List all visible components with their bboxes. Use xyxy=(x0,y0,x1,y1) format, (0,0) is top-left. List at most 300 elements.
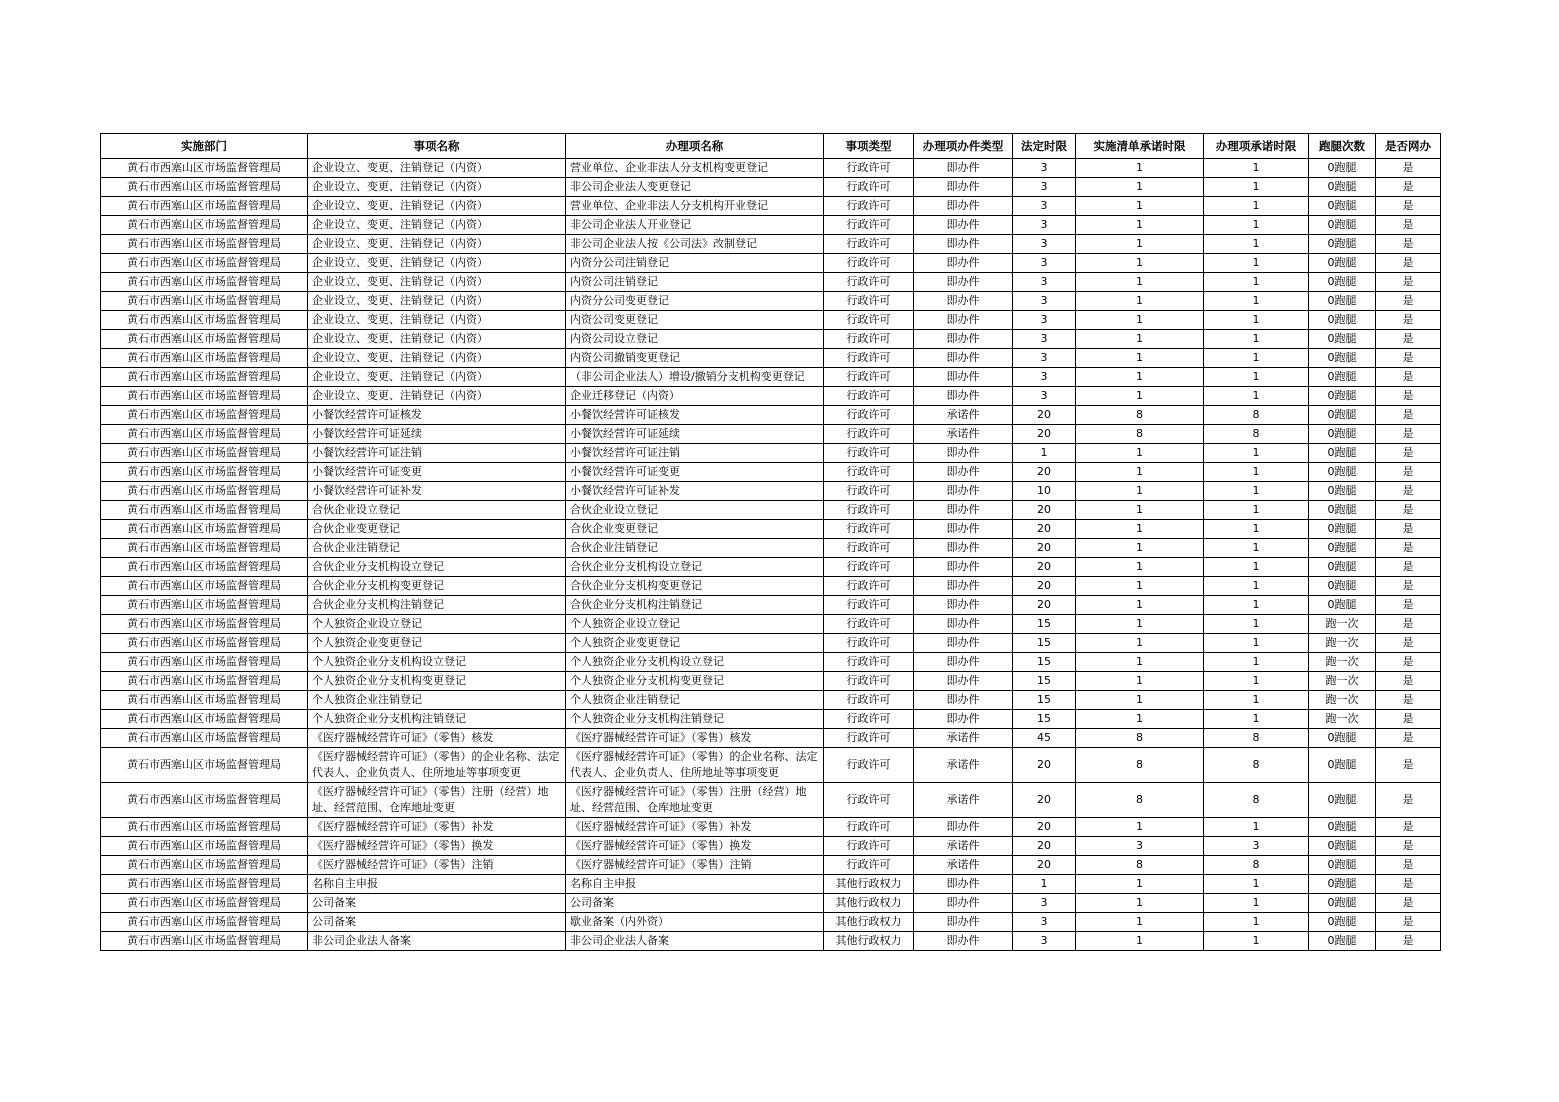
cell-item-promise-limit: 1 xyxy=(1204,818,1309,837)
cell-item-promise-limit: 1 xyxy=(1204,672,1309,691)
cell-handling-item-name: 小餐饮经营许可证延续 xyxy=(566,425,824,444)
cell-list-promise-limit: 1 xyxy=(1076,894,1204,913)
cell-item-name: 个人独资企业设立登记 xyxy=(308,615,566,634)
cell-item-promise-limit: 1 xyxy=(1204,653,1309,672)
cell-handling-item-name: 名称自主申报 xyxy=(566,875,824,894)
cell-legal-limit: 20 xyxy=(1013,558,1076,577)
cell-legal-limit: 3 xyxy=(1013,368,1076,387)
cell-item-type: 行政许可 xyxy=(824,311,914,330)
cell-list-promise-limit: 1 xyxy=(1076,818,1204,837)
cell-handling-item-name: 《医疗器械经营许可证》（零售）注册（经营）地址、经营范围、仓库地址变更 xyxy=(566,783,824,818)
cell-item-promise-limit: 8 xyxy=(1204,425,1309,444)
table-row xyxy=(101,894,1441,913)
cell-handling-item-name: 合伙企业分支机构变更登记 xyxy=(566,577,824,596)
table-row xyxy=(101,615,1441,634)
cell-item-promise-limit: 8 xyxy=(1204,783,1309,818)
cell-item-type: 行政许可 xyxy=(824,330,914,349)
table-row xyxy=(101,558,1441,577)
cell-item-name: 公司备案 xyxy=(308,894,566,913)
table-row xyxy=(101,539,1441,558)
table-header xyxy=(101,134,1441,159)
cell-item-promise-limit: 1 xyxy=(1204,932,1309,951)
cell-handling-type: 承诺件 xyxy=(914,748,1013,783)
cell-item-promise-limit: 1 xyxy=(1204,387,1309,406)
cell-dept: 黄石市西塞山区市场监督管理局 xyxy=(101,615,308,634)
cell-legal-limit: 3 xyxy=(1013,932,1076,951)
cell-online: 是 xyxy=(1376,330,1441,349)
cell-trips: 0跑腿 xyxy=(1309,444,1376,463)
cell-list-promise-limit: 1 xyxy=(1076,216,1204,235)
cell-trips: 0跑腿 xyxy=(1309,729,1376,748)
cell-handling-type: 即办件 xyxy=(914,482,1013,501)
cell-item-type: 行政许可 xyxy=(824,596,914,615)
header-row xyxy=(101,134,1441,159)
cell-trips: 0跑腿 xyxy=(1309,330,1376,349)
cell-trips: 0跑腿 xyxy=(1309,216,1376,235)
cell-item-name: 企业设立、变更、注销登记（内资） xyxy=(308,311,566,330)
cell-trips: 0跑腿 xyxy=(1309,894,1376,913)
cell-legal-limit: 20 xyxy=(1013,425,1076,444)
cell-legal-limit: 3 xyxy=(1013,159,1076,178)
cell-legal-limit: 45 xyxy=(1013,729,1076,748)
cell-handling-type: 即办件 xyxy=(914,596,1013,615)
cell-online: 是 xyxy=(1376,691,1441,710)
cell-trips: 0跑腿 xyxy=(1309,783,1376,818)
cell-dept: 黄石市西塞山区市场监督管理局 xyxy=(101,482,308,501)
cell-handling-type: 承诺件 xyxy=(914,837,1013,856)
table-row xyxy=(101,783,1441,818)
cell-item-promise-limit: 1 xyxy=(1204,254,1309,273)
cell-handling-type: 即办件 xyxy=(914,444,1013,463)
cell-item-type: 行政许可 xyxy=(824,653,914,672)
cell-handling-type: 即办件 xyxy=(914,501,1013,520)
table-row xyxy=(101,837,1441,856)
cell-list-promise-limit: 1 xyxy=(1076,178,1204,197)
cell-handling-type: 即办件 xyxy=(914,894,1013,913)
cell-item-type: 行政许可 xyxy=(824,691,914,710)
cell-item-name: 小餐饮经营许可证补发 xyxy=(308,482,566,501)
cell-handling-item-name: 个人独资企业分支机构变更登记 xyxy=(566,672,824,691)
cell-item-type: 行政许可 xyxy=(824,818,914,837)
cell-item-name: 企业设立、变更、注销登记（内资） xyxy=(308,387,566,406)
cell-item-type: 行政许可 xyxy=(824,837,914,856)
cell-item-name: 合伙企业设立登记 xyxy=(308,501,566,520)
cell-dept: 黄石市西塞山区市场监督管理局 xyxy=(101,783,308,818)
cell-handling-type: 即办件 xyxy=(914,653,1013,672)
cell-dept: 黄石市西塞山区市场监督管理局 xyxy=(101,178,308,197)
table-row xyxy=(101,710,1441,729)
cell-dept: 黄石市西塞山区市场监督管理局 xyxy=(101,596,308,615)
cell-list-promise-limit: 1 xyxy=(1076,159,1204,178)
cell-handling-item-name: 企业迁移登记（内资） xyxy=(566,387,824,406)
cell-online: 是 xyxy=(1376,932,1441,951)
cell-item-type: 行政许可 xyxy=(824,235,914,254)
cell-item-type: 行政许可 xyxy=(824,710,914,729)
cell-item-name: 小餐饮经营许可证延续 xyxy=(308,425,566,444)
cell-trips: 0跑腿 xyxy=(1309,235,1376,254)
cell-item-name: 企业设立、变更、注销登记（内资） xyxy=(308,292,566,311)
table-row xyxy=(101,875,1441,894)
cell-list-promise-limit: 1 xyxy=(1076,463,1204,482)
table-row xyxy=(101,197,1441,216)
cell-legal-limit: 10 xyxy=(1013,482,1076,501)
cell-item-type: 行政许可 xyxy=(824,159,914,178)
cell-handling-item-name: 内资分公司变更登记 xyxy=(566,292,824,311)
cell-list-promise-limit: 8 xyxy=(1076,856,1204,875)
table-row xyxy=(101,501,1441,520)
cell-item-promise-limit: 1 xyxy=(1204,463,1309,482)
cell-dept: 黄石市西塞山区市场监督管理局 xyxy=(101,837,308,856)
cell-item-name: 公司备案 xyxy=(308,913,566,932)
cell-dept: 黄石市西塞山区市场监督管理局 xyxy=(101,748,308,783)
cell-list-promise-limit: 8 xyxy=(1076,406,1204,425)
cell-dept: 黄石市西塞山区市场监督管理局 xyxy=(101,558,308,577)
cell-handling-type: 即办件 xyxy=(914,558,1013,577)
cell-list-promise-limit: 1 xyxy=(1076,387,1204,406)
cell-legal-limit: 3 xyxy=(1013,311,1076,330)
table-row xyxy=(101,292,1441,311)
cell-item-promise-limit: 1 xyxy=(1204,330,1309,349)
cell-trips: 0跑腿 xyxy=(1309,818,1376,837)
cell-handling-type: 即办件 xyxy=(914,691,1013,710)
column-header-item-promise-limit: 办理项承诺时限 xyxy=(1204,134,1309,159)
cell-handling-type: 即办件 xyxy=(914,292,1013,311)
cell-trips: 0跑腿 xyxy=(1309,482,1376,501)
table-row xyxy=(101,856,1441,875)
cell-online: 是 xyxy=(1376,748,1441,783)
cell-list-promise-limit: 1 xyxy=(1076,672,1204,691)
cell-trips: 跑一次 xyxy=(1309,634,1376,653)
cell-item-name: 《医疗器械经营许可证》（零售）的企业名称、法定代表人、企业负责人、住所地址等事项变更 xyxy=(308,748,566,783)
cell-item-name: 合伙企业注销登记 xyxy=(308,539,566,558)
table-row xyxy=(101,311,1441,330)
cell-item-promise-limit: 1 xyxy=(1204,501,1309,520)
cell-item-type: 其他行政权力 xyxy=(824,913,914,932)
cell-item-promise-limit: 1 xyxy=(1204,691,1309,710)
cell-online: 是 xyxy=(1376,406,1441,425)
cell-list-promise-limit: 1 xyxy=(1076,254,1204,273)
table-row xyxy=(101,425,1441,444)
table-row xyxy=(101,349,1441,368)
cell-item-name: 《医疗器械经营许可证》（零售）核发 xyxy=(308,729,566,748)
cell-trips: 0跑腿 xyxy=(1309,596,1376,615)
cell-handling-type: 即办件 xyxy=(914,235,1013,254)
cell-online: 是 xyxy=(1376,710,1441,729)
cell-online: 是 xyxy=(1376,672,1441,691)
cell-handling-type: 即办件 xyxy=(914,818,1013,837)
cell-dept: 黄石市西塞山区市场监督管理局 xyxy=(101,254,308,273)
cell-list-promise-limit: 1 xyxy=(1076,482,1204,501)
cell-online: 是 xyxy=(1376,520,1441,539)
cell-trips: 0跑腿 xyxy=(1309,837,1376,856)
cell-handling-item-name: 合伙企业分支机构注销登记 xyxy=(566,596,824,615)
cell-item-type: 行政许可 xyxy=(824,634,914,653)
cell-trips: 0跑腿 xyxy=(1309,539,1376,558)
cell-list-promise-limit: 1 xyxy=(1076,653,1204,672)
table-row xyxy=(101,482,1441,501)
cell-list-promise-limit: 1 xyxy=(1076,596,1204,615)
table-row xyxy=(101,577,1441,596)
cell-handling-item-name: 非公司企业法人备案 xyxy=(566,932,824,951)
cell-handling-type: 即办件 xyxy=(914,615,1013,634)
cell-legal-limit: 20 xyxy=(1013,577,1076,596)
cell-item-type: 行政许可 xyxy=(824,406,914,425)
cell-list-promise-limit: 1 xyxy=(1076,349,1204,368)
cell-handling-item-name: 个人独资企业变更登记 xyxy=(566,634,824,653)
cell-item-promise-limit: 1 xyxy=(1204,894,1309,913)
cell-item-type: 行政许可 xyxy=(824,615,914,634)
cell-dept: 黄石市西塞山区市场监督管理局 xyxy=(101,273,308,292)
cell-item-type: 行政许可 xyxy=(824,783,914,818)
cell-trips: 0跑腿 xyxy=(1309,292,1376,311)
cell-trips: 0跑腿 xyxy=(1309,558,1376,577)
cell-item-promise-limit: 1 xyxy=(1204,178,1309,197)
cell-handling-item-name: 个人独资企业分支机构设立登记 xyxy=(566,653,824,672)
column-header-handling-item-name: 办理项名称 xyxy=(566,134,824,159)
cell-item-type: 行政许可 xyxy=(824,178,914,197)
cell-item-type: 行政许可 xyxy=(824,444,914,463)
cell-handling-item-name: 小餐饮经营许可证补发 xyxy=(566,482,824,501)
cell-item-type: 行政许可 xyxy=(824,425,914,444)
cell-online: 是 xyxy=(1376,596,1441,615)
cell-online: 是 xyxy=(1376,368,1441,387)
cell-dept: 黄石市西塞山区市场监督管理局 xyxy=(101,292,308,311)
table-row xyxy=(101,691,1441,710)
cell-handling-type: 即办件 xyxy=(914,710,1013,729)
table-row xyxy=(101,254,1441,273)
cell-list-promise-limit: 1 xyxy=(1076,520,1204,539)
cell-handling-type: 即办件 xyxy=(914,387,1013,406)
cell-item-name: 企业设立、变更、注销登记（内资） xyxy=(308,254,566,273)
cell-online: 是 xyxy=(1376,235,1441,254)
cell-item-name: 合伙企业分支机构变更登记 xyxy=(308,577,566,596)
cell-handling-item-name: 内资公司变更登记 xyxy=(566,311,824,330)
cell-list-promise-limit: 1 xyxy=(1076,311,1204,330)
cell-item-promise-limit: 1 xyxy=(1204,311,1309,330)
column-header-legal-limit: 法定时限 xyxy=(1013,134,1076,159)
cell-online: 是 xyxy=(1376,482,1441,501)
cell-online: 是 xyxy=(1376,273,1441,292)
cell-handling-item-name: 个人独资企业分支机构注销登记 xyxy=(566,710,824,729)
cell-handling-type: 即办件 xyxy=(914,539,1013,558)
cell-item-promise-limit: 1 xyxy=(1204,159,1309,178)
cell-handling-item-name: 《医疗器械经营许可证》（零售）注销 xyxy=(566,856,824,875)
cell-online: 是 xyxy=(1376,615,1441,634)
cell-dept: 黄石市西塞山区市场监督管理局 xyxy=(101,932,308,951)
cell-handling-item-name: 内资公司设立登记 xyxy=(566,330,824,349)
cell-dept: 黄石市西塞山区市场监督管理局 xyxy=(101,539,308,558)
cell-trips: 跑一次 xyxy=(1309,615,1376,634)
cell-item-type: 行政许可 xyxy=(824,482,914,501)
cell-trips: 0跑腿 xyxy=(1309,748,1376,783)
cell-online: 是 xyxy=(1376,349,1441,368)
cell-online: 是 xyxy=(1376,387,1441,406)
cell-legal-limit: 20 xyxy=(1013,520,1076,539)
cell-handling-type: 即办件 xyxy=(914,932,1013,951)
cell-handling-type: 即办件 xyxy=(914,273,1013,292)
cell-item-name: 企业设立、变更、注销登记（内资） xyxy=(308,159,566,178)
cell-dept: 黄石市西塞山区市场监督管理局 xyxy=(101,818,308,837)
cell-online: 是 xyxy=(1376,159,1441,178)
cell-legal-limit: 15 xyxy=(1013,634,1076,653)
cell-list-promise-limit: 1 xyxy=(1076,273,1204,292)
cell-item-type: 行政许可 xyxy=(824,273,914,292)
cell-trips: 0跑腿 xyxy=(1309,178,1376,197)
cell-item-promise-limit: 1 xyxy=(1204,292,1309,311)
cell-item-name: 小餐饮经营许可证核发 xyxy=(308,406,566,425)
table-row xyxy=(101,653,1441,672)
cell-list-promise-limit: 1 xyxy=(1076,235,1204,254)
cell-legal-limit: 3 xyxy=(1013,235,1076,254)
column-header-dept: 实施部门 xyxy=(101,134,308,159)
cell-trips: 0跑腿 xyxy=(1309,856,1376,875)
cell-item-type: 行政许可 xyxy=(824,292,914,311)
cell-handling-item-name: 合伙企业设立登记 xyxy=(566,501,824,520)
cell-item-name: 企业设立、变更、注销登记（内资） xyxy=(308,273,566,292)
cell-handling-item-name: 合伙企业变更登记 xyxy=(566,520,824,539)
cell-dept: 黄石市西塞山区市场监督管理局 xyxy=(101,406,308,425)
cell-item-name: 小餐饮经营许可证变更 xyxy=(308,463,566,482)
cell-handling-type: 即办件 xyxy=(914,463,1013,482)
cell-online: 是 xyxy=(1376,729,1441,748)
cell-handling-item-name: 营业单位、企业非法人分支机构变更登记 xyxy=(566,159,824,178)
cell-online: 是 xyxy=(1376,558,1441,577)
cell-item-promise-limit: 1 xyxy=(1204,596,1309,615)
table-row xyxy=(101,235,1441,254)
cell-handling-item-name: 《医疗器械经营许可证》（零售）补发 xyxy=(566,818,824,837)
cell-handling-type: 承诺件 xyxy=(914,856,1013,875)
cell-online: 是 xyxy=(1376,216,1441,235)
cell-list-promise-limit: 8 xyxy=(1076,425,1204,444)
table-row xyxy=(101,520,1441,539)
cell-dept: 黄石市西塞山区市场监督管理局 xyxy=(101,672,308,691)
cell-item-name: 《医疗器械经营许可证》（零售）换发 xyxy=(308,837,566,856)
cell-handling-type: 即办件 xyxy=(914,634,1013,653)
cell-item-name: 《医疗器械经营许可证》（零售）注销 xyxy=(308,856,566,875)
cell-handling-type: 即办件 xyxy=(914,520,1013,539)
cell-list-promise-limit: 1 xyxy=(1076,932,1204,951)
cell-dept: 黄石市西塞山区市场监督管理局 xyxy=(101,913,308,932)
cell-item-type: 行政许可 xyxy=(824,197,914,216)
table-row xyxy=(101,387,1441,406)
cell-item-name: 《医疗器械经营许可证》（零售）注册（经营）地址、经营范围、仓库地址变更 xyxy=(308,783,566,818)
column-header-item-name: 事项名称 xyxy=(308,134,566,159)
cell-handling-item-name: 合伙企业分支机构设立登记 xyxy=(566,558,824,577)
cell-legal-limit: 20 xyxy=(1013,501,1076,520)
cell-dept: 黄石市西塞山区市场监督管理局 xyxy=(101,425,308,444)
cell-online: 是 xyxy=(1376,463,1441,482)
cell-item-type: 行政许可 xyxy=(824,577,914,596)
cell-item-type: 其他行政权力 xyxy=(824,894,914,913)
cell-handling-item-name: （非公司企业法人）增设/撤销分支机构变更登记 xyxy=(566,368,824,387)
table-row xyxy=(101,463,1441,482)
cell-list-promise-limit: 1 xyxy=(1076,558,1204,577)
cell-item-promise-limit: 8 xyxy=(1204,856,1309,875)
cell-handling-type: 即办件 xyxy=(914,913,1013,932)
cell-item-name: 合伙企业分支机构注销登记 xyxy=(308,596,566,615)
cell-dept: 黄石市西塞山区市场监督管理局 xyxy=(101,159,308,178)
cell-handling-type: 承诺件 xyxy=(914,729,1013,748)
cell-online: 是 xyxy=(1376,197,1441,216)
cell-online: 是 xyxy=(1376,444,1441,463)
cell-handling-type: 承诺件 xyxy=(914,783,1013,818)
cell-trips: 0跑腿 xyxy=(1309,520,1376,539)
table-body xyxy=(101,159,1441,951)
cell-dept: 黄石市西塞山区市场监督管理局 xyxy=(101,368,308,387)
cell-online: 是 xyxy=(1376,856,1441,875)
cell-item-type: 行政许可 xyxy=(824,368,914,387)
table-row xyxy=(101,159,1441,178)
cell-list-promise-limit: 1 xyxy=(1076,913,1204,932)
cell-item-name: 个人独资企业变更登记 xyxy=(308,634,566,653)
cell-online: 是 xyxy=(1376,653,1441,672)
cell-trips: 跑一次 xyxy=(1309,710,1376,729)
cell-legal-limit: 1 xyxy=(1013,875,1076,894)
cell-legal-limit: 3 xyxy=(1013,349,1076,368)
column-header-item-type: 事项类型 xyxy=(824,134,914,159)
cell-item-name: 企业设立、变更、注销登记（内资） xyxy=(308,349,566,368)
cell-legal-limit: 3 xyxy=(1013,387,1076,406)
cell-item-promise-limit: 8 xyxy=(1204,729,1309,748)
cell-dept: 黄石市西塞山区市场监督管理局 xyxy=(101,387,308,406)
cell-item-promise-limit: 1 xyxy=(1204,913,1309,932)
cell-list-promise-limit: 1 xyxy=(1076,444,1204,463)
cell-dept: 黄石市西塞山区市场监督管理局 xyxy=(101,894,308,913)
cell-item-name: 《医疗器械经营许可证》（零售）补发 xyxy=(308,818,566,837)
cell-item-name: 小餐饮经营许可证注销 xyxy=(308,444,566,463)
cell-handling-item-name: 内资公司撤销变更登记 xyxy=(566,349,824,368)
cell-list-promise-limit: 1 xyxy=(1076,615,1204,634)
cell-list-promise-limit: 8 xyxy=(1076,783,1204,818)
cell-item-type: 行政许可 xyxy=(824,539,914,558)
cell-handling-item-name: 内资公司注销登记 xyxy=(566,273,824,292)
cell-item-promise-limit: 1 xyxy=(1204,634,1309,653)
cell-list-promise-limit: 1 xyxy=(1076,634,1204,653)
cell-dept: 黄石市西塞山区市场监督管理局 xyxy=(101,691,308,710)
cell-handling-type: 承诺件 xyxy=(914,425,1013,444)
cell-dept: 黄石市西塞山区市场监督管理局 xyxy=(101,520,308,539)
cell-item-name: 企业设立、变更、注销登记（内资） xyxy=(308,178,566,197)
table-row xyxy=(101,178,1441,197)
cell-online: 是 xyxy=(1376,634,1441,653)
cell-item-type: 行政许可 xyxy=(824,748,914,783)
cell-trips: 0跑腿 xyxy=(1309,425,1376,444)
cell-item-type: 行政许可 xyxy=(824,672,914,691)
cell-item-name: 个人独资企业注销登记 xyxy=(308,691,566,710)
cell-handling-type: 即办件 xyxy=(914,197,1013,216)
cell-list-promise-limit: 8 xyxy=(1076,748,1204,783)
cell-handling-item-name: 小餐饮经营许可证变更 xyxy=(566,463,824,482)
cell-item-name: 合伙企业分支机构设立登记 xyxy=(308,558,566,577)
cell-item-type: 行政许可 xyxy=(824,349,914,368)
cell-item-promise-limit: 1 xyxy=(1204,710,1309,729)
cell-list-promise-limit: 1 xyxy=(1076,292,1204,311)
cell-dept: 黄石市西塞山区市场监督管理局 xyxy=(101,729,308,748)
table-row xyxy=(101,330,1441,349)
cell-dept: 黄石市西塞山区市场监督管理局 xyxy=(101,463,308,482)
cell-item-promise-limit: 1 xyxy=(1204,235,1309,254)
cell-list-promise-limit: 1 xyxy=(1076,501,1204,520)
cell-handling-item-name: 歇业备案（内外资） xyxy=(566,913,824,932)
cell-list-promise-limit: 1 xyxy=(1076,197,1204,216)
cell-online: 是 xyxy=(1376,292,1441,311)
cell-dept: 黄石市西塞山区市场监督管理局 xyxy=(101,634,308,653)
cell-dept: 黄石市西塞山区市场监督管理局 xyxy=(101,444,308,463)
cell-item-type: 其他行政权力 xyxy=(824,932,914,951)
table-row xyxy=(101,596,1441,615)
cell-item-promise-limit: 1 xyxy=(1204,875,1309,894)
cell-trips: 0跑腿 xyxy=(1309,577,1376,596)
